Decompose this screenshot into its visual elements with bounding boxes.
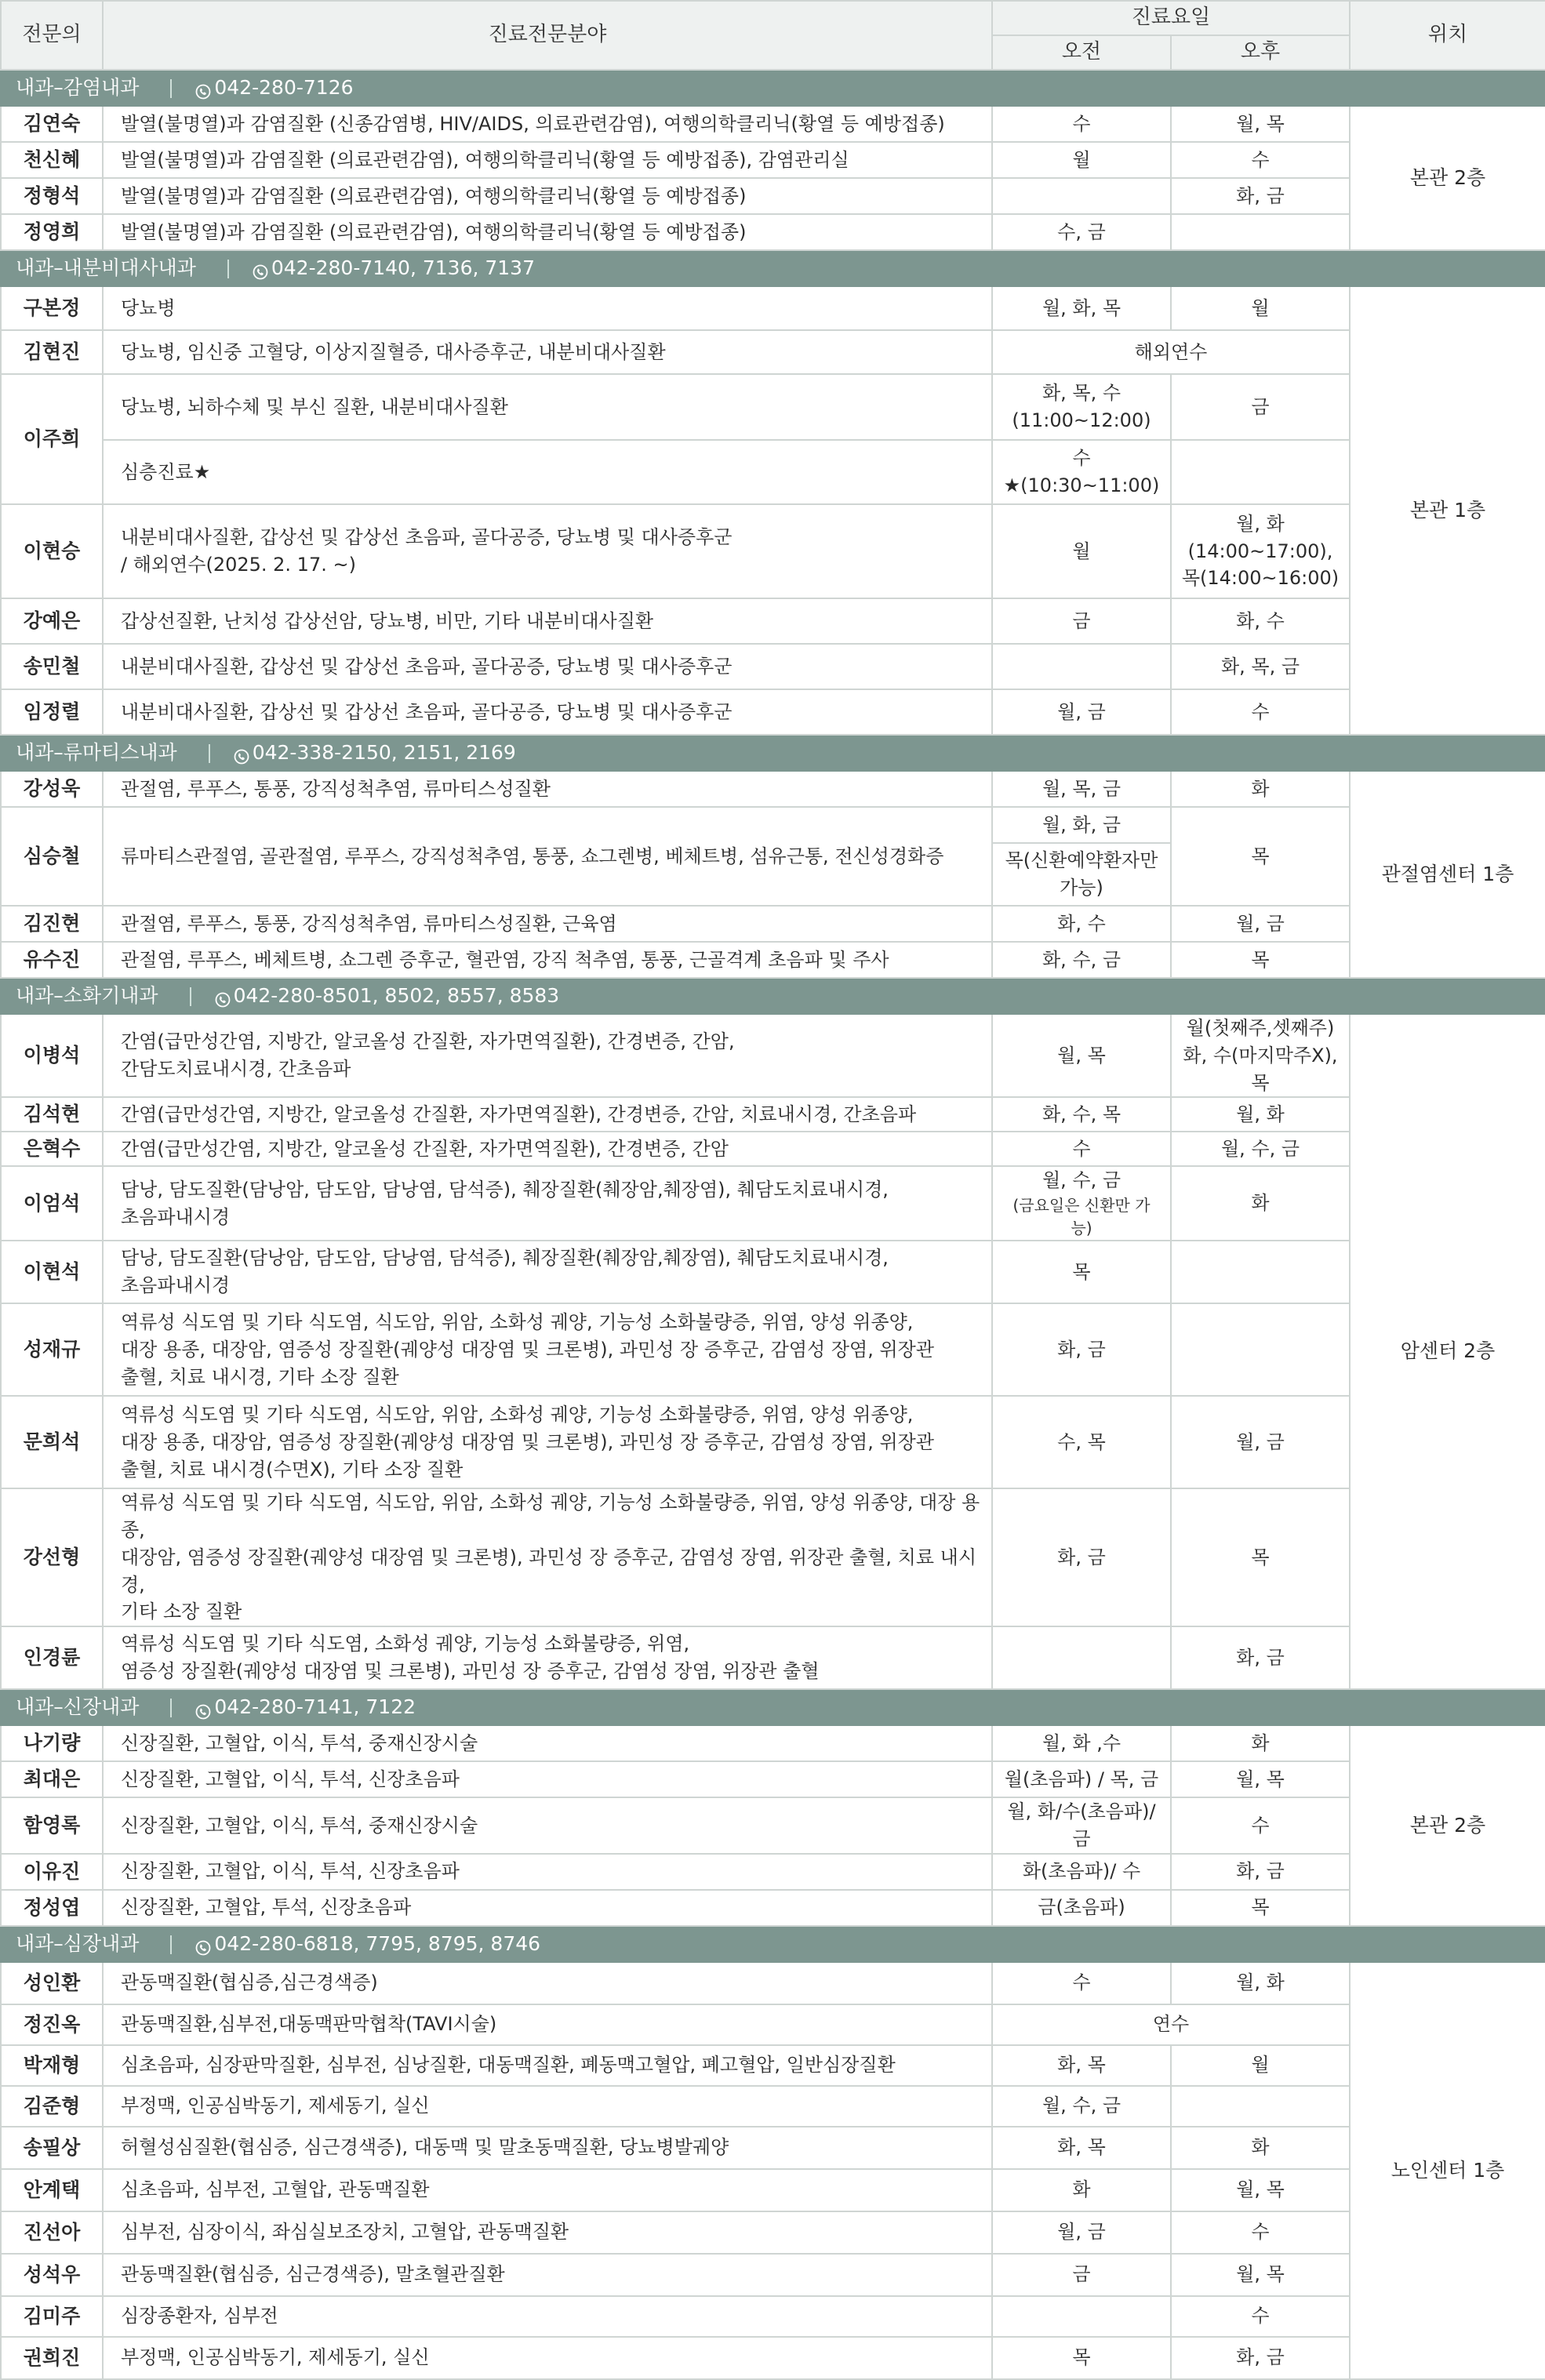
specialty-field: 당뇨병 [103,286,992,330]
section-divider [227,260,229,278]
location: 관절염센터 1층 [1350,771,1545,978]
location: 암센터 2층 [1350,1014,1545,1689]
section-title: 내과–신장내과 [16,1695,140,1719]
am-schedule: 월 [992,504,1171,598]
am-schedule: 월, 목, 금 [992,771,1171,807]
pm-schedule: 목 [1171,942,1350,978]
doctor-name: 성재규 [1,1303,103,1396]
section-phone: 042-280-6818, 7795, 8795, 8746 [214,1931,541,1955]
table-row [1,374,1545,440]
specialty-field: 관절염, 루푸스, 베체트병, 쇼그렌 증후군, 혈관염, 강직 척추염, 통풍, 근골격계 초음파 및 주사 [103,942,992,978]
specialty-field: 신장질환, 고혈압, 이식, 투석, 중재신장시술 [103,1725,992,1761]
pm-schedule: 월 [1171,286,1350,330]
doctor-name: 정성엽 [1,1890,103,1926]
table-row [1,2254,1545,2296]
specialty-field: 류마티스관절염, 골관절염, 루푸스, 강직성척추염, 통풍, 쇼그렌병, 베체트병, 섬유근통, 전신성경화증 [103,807,992,906]
section-header-row [1,70,1545,106]
table-row [1,906,1545,942]
location: 본관 2층 [1350,106,1545,250]
table-row [1,807,1545,843]
schedule-note: 연수 [992,2004,1350,2045]
table-row [1,1166,1545,1241]
specialty-field: 관동맥질환,심부전,대동맥판막협착(TAVI시술) [103,2004,992,2045]
doctor-name: 김준형 [1,2086,103,2127]
table-row [1,1303,1545,1396]
specialty-field: 발열(불명열)과 감염질환 (의료관련감염), 여행의학클리닉(황열 등 예방접종) [103,214,992,250]
pm-schedule: 월, 목 [1171,2169,1350,2211]
section-divider [170,1699,172,1717]
doctor-name: 송필상 [1,2127,103,2169]
pm-schedule: 월, 화 [1171,1097,1350,1132]
pm-schedule [1171,1241,1350,1303]
pm-schedule: 화 [1171,1725,1350,1761]
doctor-name: 인경륜 [1,1626,103,1689]
header-pm: 오후 [1171,35,1350,70]
table-row [1,2086,1545,2127]
specialty-field: 신장질환, 고혈압, 이식, 투석, 신장초음파 [103,1854,992,1890]
doctor-name: 문희석 [1,1396,103,1488]
table-row [1,504,1545,598]
am-schedule: 화, 목, 수 (11:00~12:00) [992,374,1171,440]
table-row [1,1962,1545,2004]
doctor-name: 김현진 [1,330,103,374]
specialty-field: 내분비대사질환, 갑상선 및 갑상선 초음파, 골다공증, 당뇨병 및 대사증후군 / 해외연수(2025. 2. 17. ~) [103,504,992,598]
am-schedule: 금 [992,2254,1171,2296]
specialty-field: 허혈성심질환(협심증, 심근경색증), 대동맥 및 말초동맥질환, 당뇨병발궤양 [103,2127,992,2169]
section-phone: 042-280-7141, 7122 [214,1695,416,1719]
am-schedule: 화, 목 [992,2127,1171,2169]
section-header [1,978,1545,1014]
pm-schedule: 수 [1171,2211,1350,2254]
am-schedule: 월, 화, 금 [992,807,1171,843]
am-schedule: 목 [992,1241,1171,1303]
am-schedule: 월(초음파) / 목, 금 [992,1761,1171,1797]
table-body [1,70,1545,2379]
specialty-field: 신장질환, 고혈압, 투석, 신장초음파 [103,1890,992,1926]
section-header [1,735,1545,771]
header-am: 오전 [992,35,1171,70]
table-row [1,644,1545,689]
header-days: 진료요일 [992,1,1350,35]
section-title: 내과–내분비대사내과 [16,256,196,279]
doctor-name: 성인환 [1,1962,103,2004]
am-schedule: 목 [992,2337,1171,2379]
schedule-note: 해외연수 [992,330,1350,374]
doctor-name: 유수진 [1,942,103,978]
pm-schedule: 화, 금 [1171,2337,1350,2379]
table-row [1,1725,1545,1761]
pm-schedule: 월, 금 [1171,906,1350,942]
doctor-name: 김진현 [1,906,103,942]
doctor-name: 김미주 [1,2296,103,2337]
am-schedule [992,178,1171,214]
specialty-field: 역류성 식도염 및 기타 식도염, 소화성 궤양, 기능성 소화불량증, 위염, 염증성 장질환(궤양성 대장염 및 크론병), 과민성 장 증후군, 감염성 장염, 위장관 출혈 [103,1626,992,1689]
table-row [1,2211,1545,2254]
location: 본관 1층 [1350,286,1545,735]
pm-schedule: 화, 금 [1171,1626,1350,1689]
specialty-field: 당뇨병, 뇌하수체 및 부신 질환, 내분비대사질환 [103,374,992,440]
doctor-name: 강예은 [1,598,103,644]
header-doctor: 전문의 [1,1,103,70]
section-phone: 042-280-7126 [214,75,354,99]
specialty-field: 관절염, 루푸스, 통풍, 강직성척추염, 류마티스성질환, 근육염 [103,906,992,942]
am-schedule: 월, 금 [992,689,1171,735]
am-schedule: 화, 수, 금 [992,942,1171,978]
table-row [1,1761,1545,1797]
pm-schedule: 수 [1171,142,1350,178]
specialty-field: 발열(불명열)과 감염질환 (의료관련감염), 여행의학클리닉(황열 등 예방접종), 감염관리실 [103,142,992,178]
pm-schedule: 수 [1171,1797,1350,1854]
section-title: 내과–감염내과 [16,75,140,99]
specialty-field: 담낭, 담도질환(담낭암, 담도암, 담낭염, 담석증), 췌장질환(췌장암,췌장염), 췌담도치료내시경, 초음파내시경 [103,1166,992,1241]
doctor-name: 함영록 [1,1797,103,1854]
table-row [1,1396,1545,1488]
specialty-field: 심초음파, 심부전, 고혈압, 관동맥질환 [103,2169,992,2211]
doctor-name: 진선아 [1,2211,103,2254]
section-header-row [1,978,1545,1014]
specialty-field: 당뇨병, 임신중 고혈당, 이상지질혈증, 대사증후군, 내분비대사질환 [103,330,992,374]
pm-schedule [1171,214,1350,250]
specialty-field: 심장종환자, 심부전 [103,2296,992,2337]
specialty-field: 간염(급만성간염, 지방간, 알코올성 간질환, 자가면역질환), 간경변증, 간암, 치료내시경, 간초음파 [103,1097,992,1132]
pm-schedule: 목 [1171,1488,1350,1626]
table-row [1,178,1545,214]
phone-icon [234,744,249,760]
table-row [1,1241,1545,1303]
doctor-name: 이유진 [1,1854,103,1890]
am-days: 월, 수, 금 [1042,1169,1121,1192]
am-schedule: 화, 금 [992,1488,1171,1626]
doctor-name: 이엄석 [1,1166,103,1241]
pm-schedule [1171,2086,1350,2127]
pm-schedule: 월, 목 [1171,106,1350,142]
section-header-row [1,735,1545,771]
table-row [1,942,1545,978]
table-row [1,330,1545,374]
pm-schedule: 월, 화(14:00~17:00), 목(14:00~16:00) [1171,504,1350,598]
doctor-name: 송민철 [1,644,103,689]
doctor-name: 김석현 [1,1097,103,1132]
section-divider [190,987,191,1006]
pm-schedule: 목 [1171,1890,1350,1926]
specialty-field: 담낭, 담도질환(담낭암, 담도암, 담낭염, 담석증), 췌장질환(췌장암,췌장염), 췌담도치료내시경, 초음파내시경 [103,1241,992,1303]
doctor-name: 김연숙 [1,106,103,142]
table-row [1,1854,1545,1890]
am-schedule: 월, 목 [992,1014,1171,1097]
am-schedule: 월, 금 [992,2211,1171,2254]
table-row [1,440,1545,504]
phone-icon [253,260,268,275]
specialty-field: 내분비대사질환, 갑상선 및 갑상선 초음파, 골다공증, 당뇨병 및 대사증후군 [103,644,992,689]
phone-icon [195,79,211,95]
specialty-field: 역류성 식도염 및 기타 식도염, 식도암, 위암, 소화성 궤양, 기능성 소화불량증, 위염, 양성 위종양, 대장 용종, 대장암, 염증성 장질환(궤양성 대장염 및 크론병), 과민성 장 증후군, 감염성 장염, 위장관 출혈, 치료 내시경, 기타 소장 질환 [103,1488,992,1626]
specialty-field: 관동맥질환(협심증,심근경색증) [103,1962,992,2004]
table-row [1,2169,1545,2211]
am-schedule: 수, 목 [992,1396,1171,1488]
specialty-field: 역류성 식도염 및 기타 식도염, 식도암, 위암, 소화성 궤양, 기능성 소화불량증, 위염, 양성 위종양, 대장 용종, 대장암, 염증성 장질환(궤양성 대장염 및 크론병), 과민성 장 증후군, 감염성 장염, 위장관 출혈, 치료 내시경(수면X), 기타 소장 질환 [103,1396,992,1488]
section-divider [170,1935,172,1954]
doctor-name: 이현석 [1,1241,103,1303]
header-field: 진료전문분야 [103,1,992,70]
doctor-name: 임정렬 [1,689,103,735]
am-schedule: 수 [992,1132,1171,1166]
section-header [1,250,1545,286]
doctor-name: 은혁수 [1,1132,103,1166]
am-schedule: 목(신환예약환자만 가능) [992,843,1171,906]
section-phone: 042-280-7140, 7136, 7137 [271,256,535,279]
table-row [1,142,1545,178]
doctor-name: 이주희 [1,374,103,504]
section-header-row [1,250,1545,286]
specialty-field: 부정맥, 인공심박동기, 제세동기, 실신 [103,2337,992,2379]
doctor-name: 강선형 [1,1488,103,1626]
doctor-name: 안계택 [1,2169,103,2211]
am-schedule: 화(초음파)/ 수 [992,1854,1171,1890]
table-row [1,598,1545,644]
specialty-field: 갑상선질환, 난치성 갑상선암, 당뇨병, 비만, 기타 내분비대사질환 [103,598,992,644]
pm-schedule: 목 [1171,807,1350,906]
table-row [1,214,1545,250]
header-location: 위치 [1350,1,1545,70]
specialty-field: 신장질환, 고혈압, 이식, 투석, 신장초음파 [103,1761,992,1797]
doctor-name: 나기량 [1,1725,103,1761]
am-schedule: 수, 금 [992,214,1171,250]
am-schedule: 월, 수, 금 [992,2086,1171,2127]
am-schedule: 화, 수 [992,906,1171,942]
section-divider [170,79,172,98]
table-row [1,286,1545,330]
specialty-field: 간염(급만성간염, 지방간, 알코올성 간질환, 자가면역질환), 간경변증, 간암, 간담도치료내시경, 간초음파 [103,1014,992,1097]
section-title: 내과–소화기내과 [16,983,158,1007]
pm-schedule: 월, 화 [1171,1962,1350,2004]
table-row [1,771,1545,807]
doctor-name: 이병석 [1,1014,103,1097]
specialty-field: 관동맥질환(협심증, 심근경색증), 말초혈관질환 [103,2254,992,2296]
doctor-name: 강성욱 [1,771,103,807]
section-header-row [1,1926,1545,1962]
specialty-field: 발열(불명열)과 감염질환 (의료관련감염), 여행의학클리닉(황열 등 예방접종) [103,178,992,214]
pm-schedule: 화, 수 [1171,598,1350,644]
table-row [1,1797,1545,1854]
pm-schedule: 월, 목 [1171,2254,1350,2296]
am-schedule: 수 [992,106,1171,142]
pm-schedule: 화, 목, 금 [1171,644,1350,689]
pm-schedule: 금 [1171,374,1350,440]
table-row [1,1626,1545,1689]
doctor-name: 심승철 [1,807,103,906]
table-row [1,1890,1545,1926]
pm-schedule: 화, 금 [1171,1854,1350,1890]
am-schedule: 금 [992,598,1171,644]
am-schedule: 화, 수, 목 [992,1097,1171,1132]
am-note: (금요일은 신환만 가능) [1012,1196,1151,1238]
am-schedule: 수 [992,1962,1171,2004]
pm-schedule: 수 [1171,689,1350,735]
pm-schedule: 수 [1171,2296,1350,2337]
section-phone: 042-338-2150, 2151, 2169 [252,740,516,764]
table-row [1,2045,1545,2086]
table-row [1,106,1545,142]
doctor-name: 권희진 [1,2337,103,2379]
location: 본관 2층 [1350,1725,1545,1926]
doctor-name: 정영희 [1,214,103,250]
section-title: 내과–류마티스내과 [16,740,177,764]
specialty-field: 신장질환, 고혈압, 이식, 투석, 중재신장시술 [103,1797,992,1854]
section-header [1,1926,1545,1962]
am-schedule: 화 [992,2169,1171,2211]
doctor-name: 정진옥 [1,2004,103,2045]
pm-schedule: 월(첫째주,셋째주) 화, 수(마지막주X), 목 [1171,1014,1350,1097]
pm-schedule: 화 [1171,771,1350,807]
specialty-field: 심층진료★ [103,440,992,504]
pm-schedule: 월, 수, 금 [1171,1132,1350,1166]
phone-icon [215,987,231,1003]
phone-icon [195,1935,211,1951]
table-row [1,1132,1545,1166]
table-row [1,1097,1545,1132]
am-schedule [992,644,1171,689]
doctor-name: 박재형 [1,2045,103,2086]
table-row [1,2127,1545,2169]
table-row [1,2296,1545,2337]
am-schedule: 월, 화/수(초음파)/금 [992,1797,1171,1854]
doctor-name: 이현승 [1,504,103,598]
am-schedule: 월, 화, 목 [992,286,1171,330]
pm-schedule [1171,1303,1350,1396]
table-row [1,1488,1545,1626]
table-row [1,2004,1545,2045]
specialty-field: 발열(불명열)과 감염질환 (신종감염병, HIV/AIDS, 의료관련감염), 여행의학클리닉(황열 등 예방접종) [103,106,992,142]
doctor-name: 최대은 [1,1761,103,1797]
section-phone: 042-280-8501, 8502, 8557, 8583 [233,983,560,1007]
phone-icon [195,1699,211,1715]
specialty-field: 간염(급만성간염, 지방간, 알코올성 간질환, 자가면역질환), 간경변증, 간암 [103,1132,992,1166]
am-schedule: 월, 화 ,수 [992,1725,1171,1761]
am-schedule: 월 [992,142,1171,178]
pm-schedule: 월, 금 [1171,1396,1350,1488]
table-row [1,2337,1545,2379]
pm-schedule: 월 [1171,2045,1350,2086]
doctor-name: 구본정 [1,286,103,330]
pm-schedule: 월, 목 [1171,1761,1350,1797]
doctor-name: 정형석 [1,178,103,214]
section-divider [209,744,210,763]
am-schedule [992,2296,1171,2337]
pm-schedule: 화 [1171,2127,1350,2169]
am-schedule: 화, 목 [992,2045,1171,2086]
am-schedule [992,1626,1171,1689]
pm-schedule [1171,440,1350,504]
am-schedule: 화, 금 [992,1303,1171,1396]
table-row [1,689,1545,735]
table-row [1,1014,1545,1097]
pm-schedule: 화, 금 [1171,178,1350,214]
pm-schedule: 화 [1171,1166,1350,1241]
doctor-name: 천신혜 [1,142,103,178]
specialty-field: 심부전, 심장이식, 좌심실보조장치, 고혈압, 관동맥질환 [103,2211,992,2254]
doctor-name: 성석우 [1,2254,103,2296]
am-schedule: 금(초음파) [992,1890,1171,1926]
specialty-field: 관절염, 루푸스, 통풍, 강직성척추염, 류마티스성질환 [103,771,992,807]
am-schedule [992,1166,1171,1241]
specialty-field: 부정맥, 인공심박동기, 제세동기, 실신 [103,2086,992,2127]
section-header [1,70,1545,106]
location: 노인센터 1층 [1350,1962,1545,2379]
section-title: 내과–심장내과 [16,1931,140,1955]
specialty-field: 심초음파, 심장판막질환, 심부전, 심낭질환, 대동맥질환, 폐동맥고혈압, 폐고혈압, 일반심장질환 [103,2045,992,2086]
section-header [1,1689,1545,1725]
specialty-field: 내분비대사질환, 갑상선 및 갑상선 초음파, 골다공증, 당뇨병 및 대사증후군 [103,689,992,735]
specialty-field: 역류성 식도염 및 기타 식도염, 식도암, 위암, 소화성 궤양, 기능성 소화불량증, 위염, 양성 위종양, 대장 용종, 대장암, 염증성 장질환(궤양성 대장염 및 크론병), 과민성 장 증후군, 감염성 장염, 위장관 출혈, 치료 내시경, 기타 소장 질환 [103,1303,992,1396]
section-header-row [1,1689,1545,1725]
table-header [1,1,1545,70]
am-schedule: 수★(10:30~11:00) [992,440,1171,504]
